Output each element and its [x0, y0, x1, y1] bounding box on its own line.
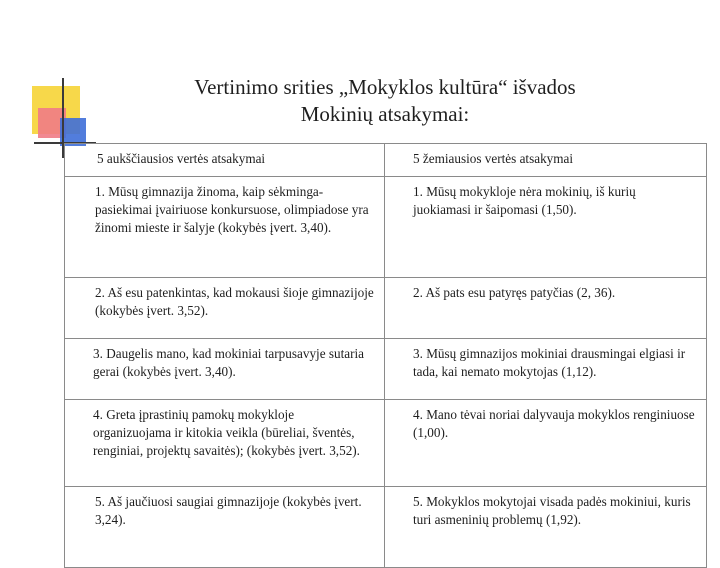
table-header-row — [65, 144, 707, 177]
table-row — [65, 487, 707, 568]
header-lowest-values: 5 žemiausios vertės atsakymai — [385, 144, 707, 177]
lowest-item-5: 5. Mokyklos mokytojai visada padės mokiniui, kuris turi asmeninių problemų (1,92). — [385, 487, 707, 568]
table-row — [65, 278, 707, 339]
lowest-item-1: 1. Mūsų mokykloje nėra mokinių, iš kurių juokiamasi ir šaipomasi (1,50). — [385, 177, 707, 278]
results-table — [64, 143, 707, 568]
lowest-item-2: 2. Aš pats esu patyręs patyčias (2, 36). — [385, 278, 707, 339]
highest-item-4: 4. Greta įprastinių pamokų mokykloje organizuojama ir kitokia veikla (būreliai, šventės, renginiai, projektų savaitės); (kokybės įvert. 3,52). — [65, 400, 385, 487]
table-row — [65, 177, 707, 278]
lowest-item-4: 4. Mano tėvai noriai dalyvauja mokyklos renginiuose (1,00). — [385, 400, 707, 487]
slide-title-line-2: Mokinių atsakymai: — [300, 102, 470, 126]
lowest-item-3: 3. Mūsų gimnazijos mokiniai drausmingai elgiasi ir tada, kai nemato mokytojas (1,12). — [385, 339, 707, 400]
table-row — [65, 400, 707, 487]
slide-title — [120, 74, 650, 128]
highest-item-1: 1. Mūsų gimnazija žinoma, kaip sėkminga-pasiekimai įvairiuose konkursuose, olimpiadose yra žinomi mieste ir šalyje (kokybės įvert. 3,40). — [65, 177, 385, 278]
highest-item-3: 3. Daugelis mano, kad mokiniai tarpusavyje sutaria gerai (kokybės įvert. 3,40). — [65, 339, 385, 400]
highest-item-2: 2. Aš esu patenkintas, kad mokausi šioje gimnazijoje (kokybės įvert. 3,52). — [65, 278, 385, 339]
table-row — [65, 339, 707, 400]
highest-item-5: 5. Aš jaučiuosi saugiai gimnazijoje (kokybės įvert. 3,24). — [65, 487, 385, 568]
header-highest-values: 5 aukščiausios vertės atsakymai — [65, 144, 385, 177]
slide-title-line-1: Vertinimo srities „Mokyklos kultūra“ išvados — [194, 75, 576, 99]
